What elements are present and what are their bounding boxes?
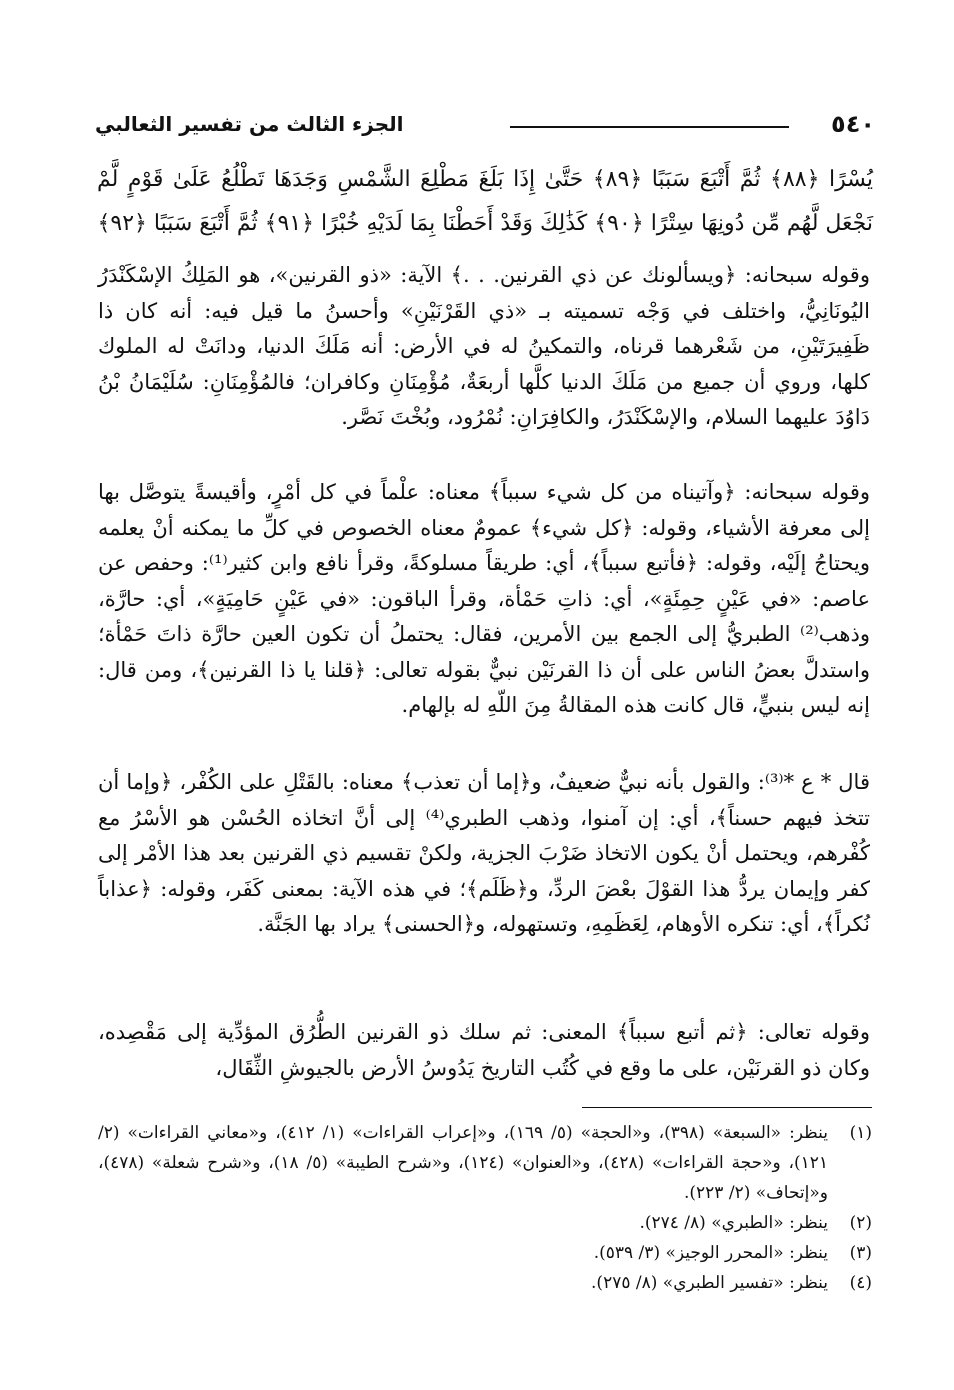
footnote bbox=[98, 1118, 872, 1208]
footnotes bbox=[98, 1118, 872, 1298]
footnote-number: (٢) bbox=[849, 1213, 872, 1233]
footnote bbox=[98, 1268, 872, 1298]
footnote-separator bbox=[582, 1107, 872, 1108]
paragraph-dhul-qarnayn: وقوله سبحانه: ﴿ويسألونك عن ذي القرنين. . .﴾ الآية: «ذو القرنين»، هو المَلِكُ الإسْكَنْدَرُ اليُونَانِيُّ، واختلف في وَجْه تسميته بـ «ذي القَرْنَيْنِ» وأحسنُ ما قيل فيه: أنه كان ذا ظَفِيرَتَيْنِ، من شَعْرهما قرناه، والتمكينُ له في الأرض: أنه مَلَكَ الدنيا، ودانَتْ له الملوك كلها، وروي أن جميع من مَلَكَ الدنيا كلَّها أربعَةٌ، مُؤْمِنَانِ وكافران؛ فالمُؤْمِنَانِ: سُلَيْمَانُ بْنُ دَاوُدَ عليهما السلام، والإسْكَنْدَرُ، والكافِرَانِ: نُمْرُود، وبُخْتَ نَصَّر. bbox=[98, 263, 870, 429]
footnote-number: (٣) bbox=[849, 1243, 872, 1263]
page-number: ٥٤٠ bbox=[831, 110, 875, 138]
footnote-number: (١) bbox=[849, 1123, 872, 1143]
footnote bbox=[98, 1208, 872, 1238]
footnote bbox=[98, 1238, 872, 1268]
footnote-text: ينظر: «الطبري» (٨/ ٢٧٤). bbox=[639, 1213, 828, 1233]
footnote-text: ينظر: «السبعة» (٣٩٨)، و«الحجة» (٥/ ١٦٩)، و«إعراب القراءات» (١/ ٤١٢)، و«معاني القراءات» (٢/ ١٢١)، و«حجة القراءات» (٤٢٨)، و«العنوان» (١٢٤)، و«شرح الطيبة» (٥/ ١٨)، و«شرح شعلة» (٤٧٨)، و«إتحاف» (٢/ ٢٢٣). bbox=[98, 1123, 829, 1203]
paragraph-sabab: وقوله سبحانه: ﴿وآتيناه من كل شيء سبباً﴾ معناه: علْماً في كل أمْرٍ، وأقيسةً يتوصَّل بها إلى معرفة الأشياء، وقوله: ﴿كل شيء﴾ عمومٌ معناه الخصوص في كلِّ ما يمكنه أنْ يعلمه ويحتاجُ إلَيْه، وقوله: ﴿فأتبع سبباً﴾، أي: طريقاً مسلوكةً، وقرأ نافع وابن كثير⁽¹⁾: وحفص عن عاصم: «في عَيْنٍ حِمِئَةٍ»، أي: ذاتِ حَمْأة، وقرأ الباقون: «في عَيْنٍ حَامِيَةٍ»، أي: حارَّة، وذهب⁽²⁾ الطبريُّ إلى الجمع بين الأمرين، فقال: يحتملُ أن تكون العين حارَّة ذاتَ حَمْأة؛ واستدلَّ بعضُ الناس على أن ذا القرنَيْن نبيٌّ بقوله تعالى: ﴿قلنا يا ذا القرنين﴾، ومن قال: إنه ليس بنبيٍّ، قال كانت هذه المقالةُ مِنَ اللّهِ له بإلهام. bbox=[98, 480, 871, 717]
running-title: الجزء الثالث من تفسير الثعالبي bbox=[95, 112, 404, 136]
footnote-number: (٤) bbox=[849, 1273, 872, 1293]
quran-verses: يُسْرًا ﴿٨٨﴾ ثُمَّ أَتْبَعَ سَبَبًا ﴿٨٩﴾ حَتَّىٰ إِذَا بَلَغَ مَطْلِعَ الشَّمْسِ وَجَدَهَا تَطْلُعُ عَلَىٰ قَوْمٍ لَّمْ نَجْعَل لَّهُم مِّن دُونِهَا سِتْرًا ﴿٩٠﴾ كَذَٰلِكَ وَقَدْ أَحَطْنَا بِمَا لَدَيْهِ خُبْرًا ﴿٩١﴾ ثُمَّ أَتْبَعَ سَبَبًا ﴿٩٢﴾ bbox=[97, 167, 873, 236]
footnote-text: ينظر: «المحرر الوجيز» (٣/ ٥٣٩). bbox=[593, 1243, 828, 1263]
header-rule bbox=[510, 126, 789, 128]
footnote-text: ينظر: «تفسير الطبري» (٨/ ٢٧٥). bbox=[591, 1273, 828, 1293]
page-header bbox=[95, 108, 875, 144]
paragraph-path: وقوله تعالى: ﴿ثم أتبع سبباً﴾ المعنى: ثم سلك ذو القرنين الطُّرُق المؤدِّية إلى مَقْصِده، وكان ذو القرنَيْن، على ما وقع في كُتُب التاريخ يَدُوسُ الأرض بالجيوشِ الثِّقَال، bbox=[98, 1020, 870, 1080]
paragraph-prophethood: قال * ع *⁽³⁾: والقول بأنه نبيٌّ ضعيفٌ، و﴿إما أن تعذب﴾ معناه: بالقَتْلِ على الكُفْر، ﴿وإما أن تتخذ فيهم حسناً﴾، أي: إن آمنوا، وذهب الطبري⁽⁴⁾ إلى أنَّ اتخاذه الحُسْن هو الأسْرُ مع كُفْرهم، ويحتمل أنْ يكون الاتخاذ ضَرْبَ الجزية، ولكنْ تقسيم ذي القرنين بعد هذا الأمْر إلى كفر وإيمان يردُّ هذا القوْلَ بعْضَ الردِّ، و﴿ظَلَم﴾؛ في هذه الآية: بمعنى كَفَر، وقوله: ﴿عذاباً نُكراً﴾، أي: تنكره الأوهام، لِعَظَمِهِ، وتستهوله، و﴿الحسنى﴾ يراد بها الجَنَّة. bbox=[98, 770, 870, 936]
